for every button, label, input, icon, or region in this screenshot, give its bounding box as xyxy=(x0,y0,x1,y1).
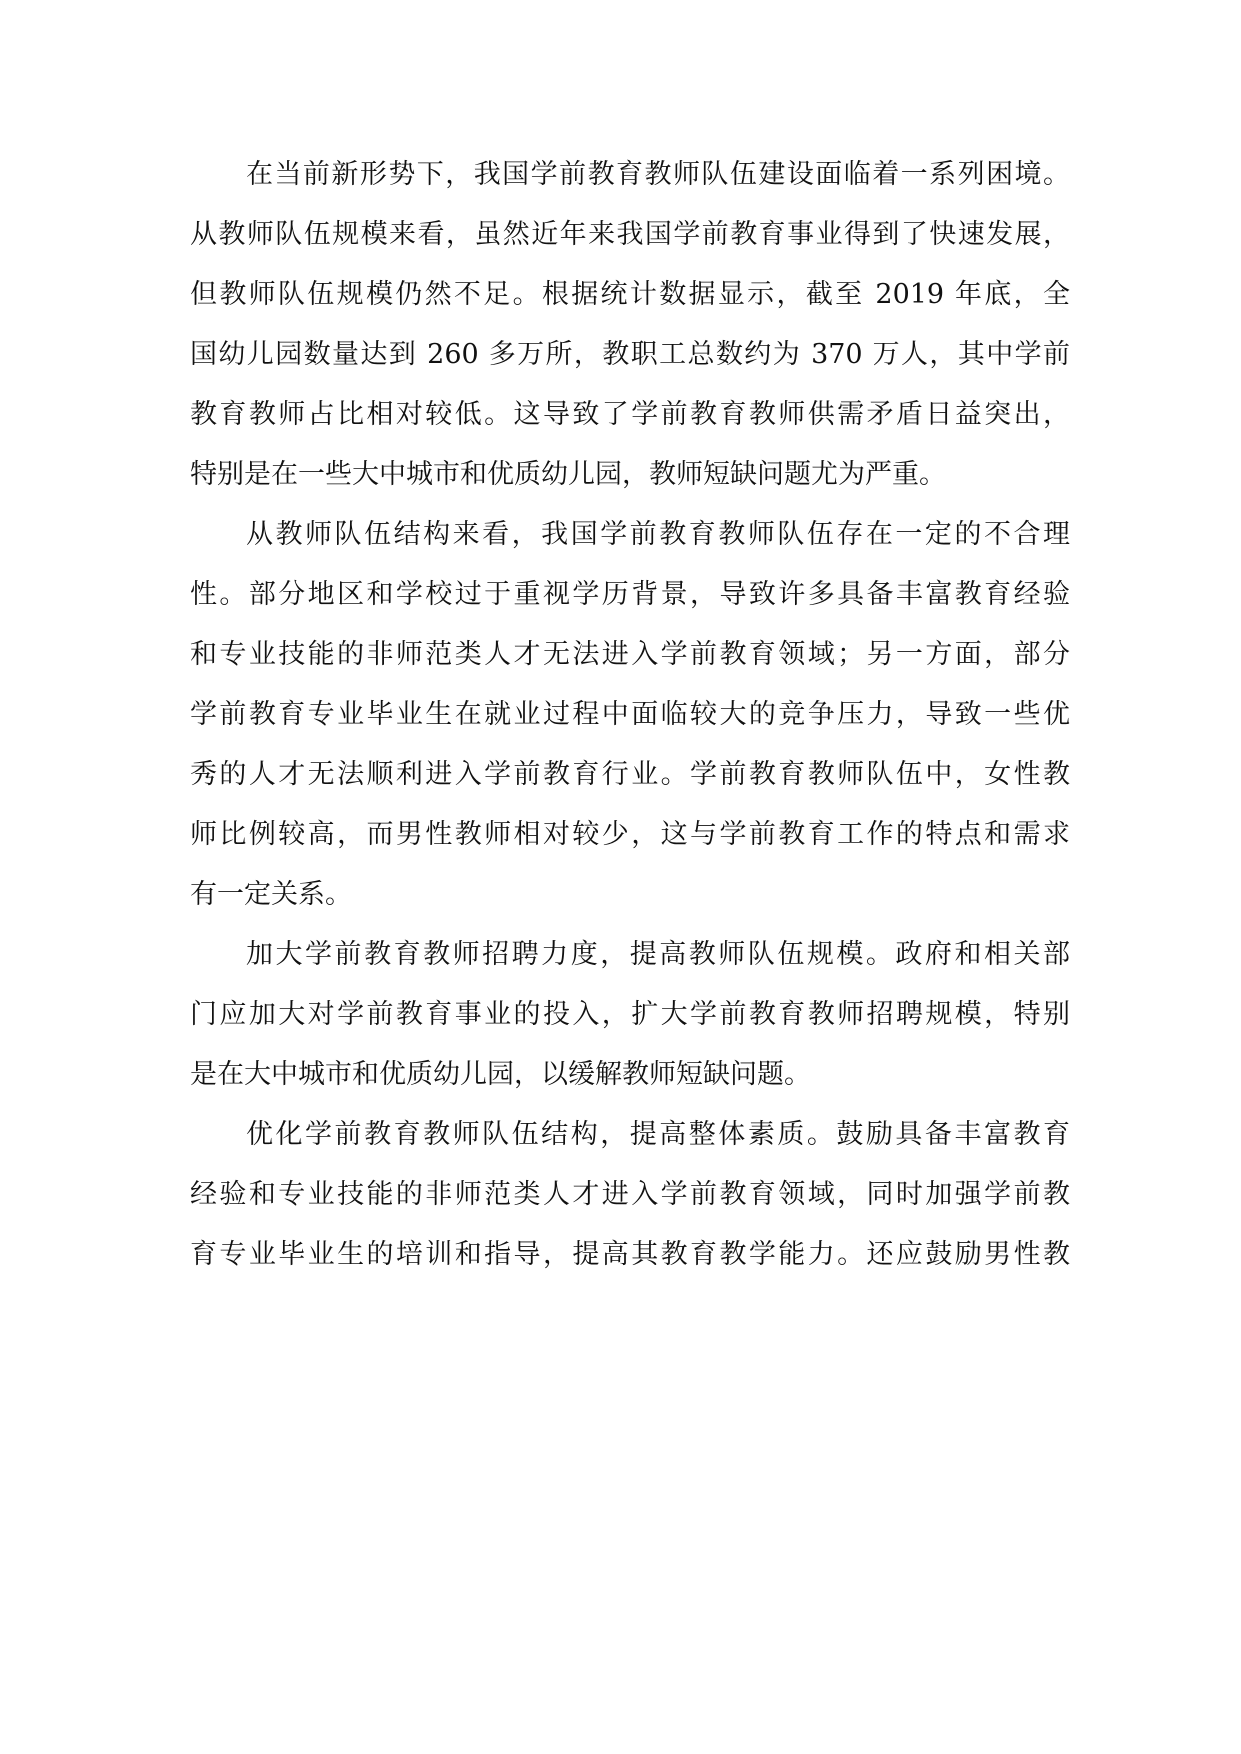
paragraph-3 xyxy=(190,925,1070,1105)
text-line: 特别是在一些大中城市和优质幼儿园，教师短缺问题尤为严重。 xyxy=(190,459,946,490)
text-line: 经验和专业技能的非师范类人才进入学前教育领域，同时加强学前教 xyxy=(190,1179,1070,1210)
text-line: 秀的人才无法顺利进入学前教育行业。学前教育教师队伍中，女性教 xyxy=(190,759,1070,790)
text-line: 教育教师占比相对较低。这导致了学前教育教师供需矛盾日益突出， xyxy=(190,399,1070,430)
text-line: 性。部分地区和学校过于重视学历背景，导致许多具备丰富教育经验 xyxy=(190,579,1070,610)
paragraph-1 xyxy=(190,145,1070,505)
text-line: 育专业毕业生的培训和指导，提高其教育教学能力。还应鼓励男性教 xyxy=(190,1239,1070,1270)
text-line: 国幼儿园数量达到 260 多万所，教职工总数约为 370 万人，其中学前 xyxy=(190,339,1070,370)
text-line: 学前教育专业毕业生在就业过程中面临较大的竞争压力，导致一些优 xyxy=(190,699,1070,730)
text-line: 加大学前教育教师招聘力度，提高教师队伍规模。政府和相关部 xyxy=(246,939,1070,970)
text-line: 从教师队伍结构来看，我国学前教育教师队伍存在一定的不合理 xyxy=(246,519,1070,550)
paragraph-4 xyxy=(190,1105,1070,1285)
text-line: 有一定关系。 xyxy=(190,879,352,910)
text-line: 和专业技能的非师范类人才无法进入学前教育领域；另一方面，部分 xyxy=(190,639,1070,670)
text-line: 从教师队伍规模来看，虽然近年来我国学前教育事业得到了快速发展， xyxy=(190,219,1070,250)
text-line: 是在大中城市和优质幼儿园，以缓解教师短缺问题。 xyxy=(190,1059,811,1090)
text-line: 但教师队伍规模仍然不足。根据统计数据显示，截至 2019 年底，全 xyxy=(190,279,1070,310)
text-line: 师比例较高，而男性教师相对较少，这与学前教育工作的特点和需求 xyxy=(190,819,1070,850)
text-line: 优化学前教育教师队伍结构，提高整体素质。鼓励具备丰富教育 xyxy=(246,1119,1070,1150)
text-line: 在当前新形势下，我国学前教育教师队伍建设面临着一系列困境。 xyxy=(246,159,1070,190)
text-line: 门应加大对学前教育事业的投入，扩大学前教育教师招聘规模，特别 xyxy=(190,999,1070,1030)
document-body xyxy=(190,145,1070,1285)
paragraph-2 xyxy=(190,505,1070,925)
